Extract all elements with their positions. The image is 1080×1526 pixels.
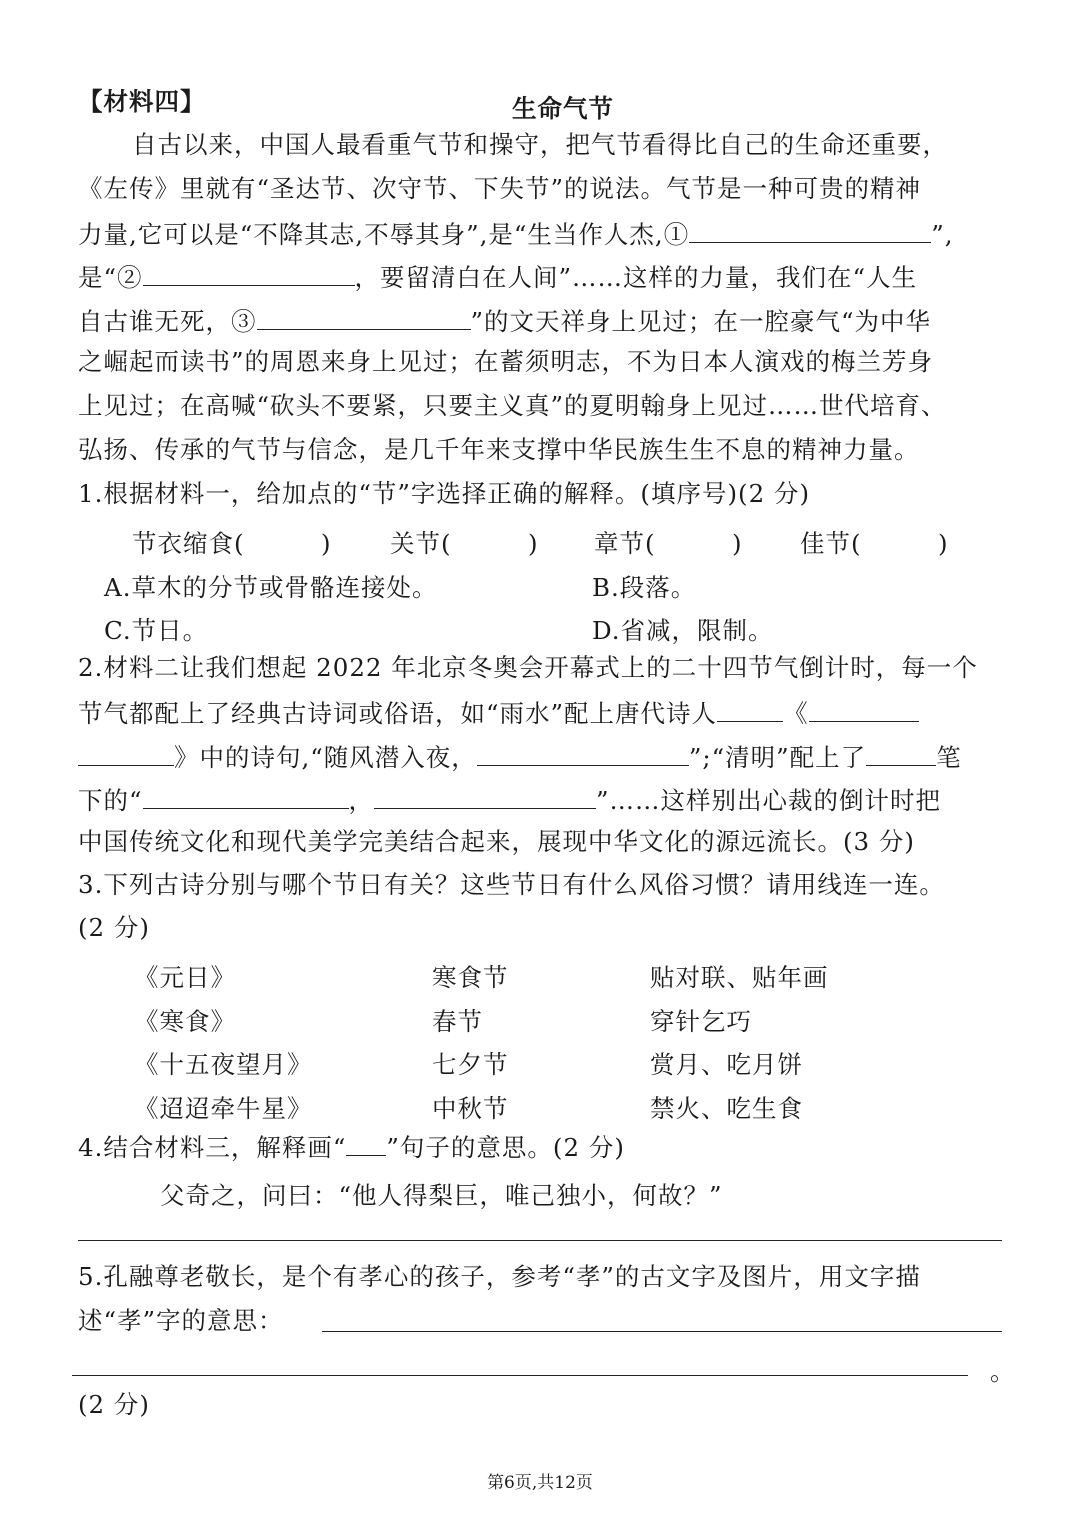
q2-line-5: 中国传统文化和现代美学完美结合起来，展现中华文化的源远流长。(3 分) <box>78 827 915 856</box>
q2-blank-line-a[interactable] <box>143 786 349 809</box>
q4-underline-sample <box>346 1133 386 1156</box>
q1-item-3-paren[interactable]: ( ) <box>645 529 743 558</box>
material-label: 【材料四】 <box>78 87 206 116</box>
q3-poem-4[interactable]: 《迢迢牵牛星》 <box>134 1094 313 1123</box>
q5-score: (2 分) <box>78 1390 150 1419</box>
q1-item-3-word: 章节 <box>594 529 645 558</box>
para-line-4-start: 是“② <box>78 263 143 292</box>
q1-option-a: A.草木的分节或骨骼连接处。 <box>104 573 438 602</box>
q3-custom-3[interactable]: 赏月、吃月饼 <box>650 1050 803 1079</box>
q2-line-4-start: 下的“ <box>78 786 143 815</box>
q1-stem: 1.根据材料一，给加点的“节”字选择正确的解释。(填序号)(2 分) <box>78 479 811 508</box>
q1-item-2-word: 关节 <box>390 529 441 558</box>
q3-festival-4[interactable]: 中秋节 <box>432 1094 509 1123</box>
q1-option-b: B.段落。 <box>592 573 697 602</box>
blank-1[interactable] <box>689 220 931 243</box>
para-line-1: 自古以来，中国人最看重气节和操守，把气节看得比自己的生命还重要， <box>132 130 948 159</box>
q3-poem-2[interactable]: 《寒食》 <box>134 1007 236 1036</box>
para-line-5-text: ”的文天祥身上见过；在一腔豪气“为中华 <box>470 307 932 336</box>
q2-line-4-comma: ， <box>348 786 375 815</box>
q1-item-1-word: 节衣缩食 <box>132 529 234 558</box>
q1-item-4 <box>800 525 949 560</box>
q1-item-2-paren[interactable]: ( ) <box>441 529 539 558</box>
q1-option-d: D.省减，限制。 <box>592 616 774 645</box>
q3-custom-1[interactable]: 贴对联、贴年画 <box>650 963 829 992</box>
q2-line-3 <box>78 743 962 771</box>
q1-item-3 <box>594 525 743 560</box>
para-line-4 <box>78 263 917 291</box>
q1-item-1-paren[interactable]: ( ) <box>234 529 332 558</box>
q2-line-2 <box>78 699 919 727</box>
q5-answer-line-1[interactable] <box>322 1331 1002 1332</box>
q4-stem-start: 4.结合材料三，解释画“ <box>78 1133 347 1162</box>
q2-line-1: 2.材料二让我们想起 2022 年北京冬奥会开幕式上的二十四节气倒计时，每一个 <box>78 653 978 682</box>
para-line-3 <box>78 220 954 248</box>
q3-festival-2[interactable]: 春节 <box>432 1007 483 1036</box>
q4-stem <box>78 1133 625 1161</box>
blank-2[interactable] <box>143 263 355 286</box>
para-line-2: 《左传》里就有“圣达节、次守节、下失节”的说法。气节是一种可贵的精神 <box>78 174 922 203</box>
q5-answer-line-2[interactable] <box>72 1375 968 1376</box>
para-line-3-end: ”, <box>931 220 954 249</box>
q5-line-2: 述“孝”字的意思： <box>78 1306 284 1335</box>
material-title: 生命气节 <box>512 94 614 123</box>
q4-stem-end: ”句子的意思。(2 分) <box>386 1133 625 1162</box>
q2-blank-poet[interactable] <box>717 699 783 722</box>
q2-line-4-text: ”……这样别出心裁的倒计时把 <box>596 786 942 815</box>
q1-item-2 <box>390 525 539 560</box>
para-line-5 <box>78 307 931 335</box>
q4-answer-line[interactable] <box>78 1240 1002 1241</box>
q2-blank-title-b[interactable] <box>78 743 174 766</box>
q3-custom-2[interactable]: 穿针乞巧 <box>650 1007 752 1036</box>
q1-item-1 <box>132 525 332 560</box>
q2-line-3-end: 笔 <box>936 743 962 772</box>
q2-blank-author[interactable] <box>866 743 936 766</box>
q1-option-c: C.节日。 <box>104 616 209 645</box>
q1-item-4-paren[interactable]: ( ) <box>851 529 949 558</box>
q2-blank-line-b[interactable] <box>374 786 596 809</box>
q2-blank-title-a[interactable] <box>809 699 919 722</box>
para-line-5-start: 自古谁无死，③ <box>78 307 257 336</box>
q2-line-2-text: 节气都配上了经典古诗词或俗语，如“雨水”配上唐代诗人 <box>78 699 718 728</box>
q3-festival-1[interactable]: 寒食节 <box>432 963 509 992</box>
para-line-7: 上见过；在高喊“砍头不要紧，只要主义真”的夏明翰身上见过……世代培育、 <box>78 391 947 420</box>
para-line-8: 弘扬、传承的气节与信念，是几千年来支撑中华民族生生不息的精神力量。 <box>78 435 920 464</box>
page-footer: 第6页,共12页 <box>487 1473 593 1493</box>
q2-line-3-mid: ”;“清明”配上了 <box>688 743 867 772</box>
q3-score: (2 分) <box>78 913 150 942</box>
q2-line-4 <box>78 786 941 814</box>
q3-poem-1[interactable]: 《元日》 <box>134 963 236 992</box>
q3-poem-3[interactable]: 《十五夜望月》 <box>134 1050 313 1079</box>
q1-item-4-word: 佳节 <box>800 529 851 558</box>
q5-line-1: 5.孔融尊老敬长，是个有孝心的孩子，参考“孝”的古文字及图片，用文字描 <box>78 1262 921 1291</box>
q2-blank-verse[interactable] <box>477 743 689 766</box>
q2-line-3-text: 》中的诗句,“随风潜入夜， <box>174 743 477 772</box>
para-line-6: 之崛起而读书”的周恩来身上见过；在蓄须明志，不为日本人演戏的梅兰芳身 <box>78 347 934 376</box>
q3-custom-4[interactable]: 禁火、吃生食 <box>650 1094 803 1123</box>
q5-period: 。 <box>990 1357 1016 1386</box>
blank-3[interactable] <box>257 307 471 330</box>
q2-line-2-book: 《 <box>783 699 809 728</box>
para-line-3-text: 力量,它可以是“不降其志,不辱其身”,是“生当作人杰,① <box>78 220 690 249</box>
q3-festival-3[interactable]: 七夕节 <box>432 1050 509 1079</box>
para-line-4-text: ，要留清白在人间”……这样的力量，我们在“人生 <box>354 263 918 292</box>
q3-stem: 3.下列古诗分别与哪个节日有关？这些节日有什么风俗习惯？请用线连一连。 <box>78 870 945 899</box>
q4-quote: 父奇之，问曰：“他人得梨巨，唯己独小，何故？” <box>160 1181 723 1210</box>
